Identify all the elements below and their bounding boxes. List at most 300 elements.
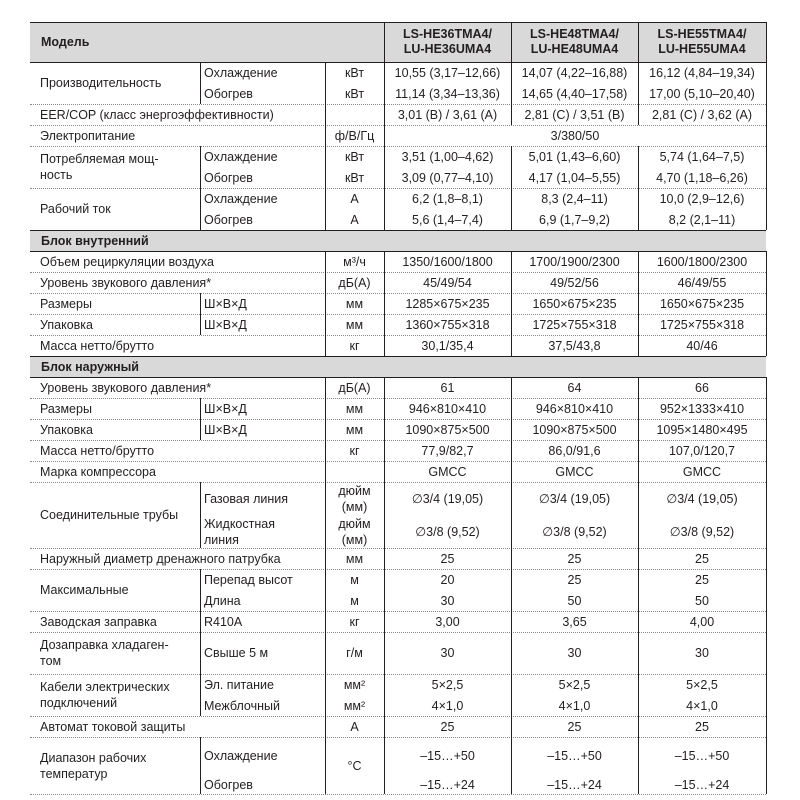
column-divider bbox=[511, 272, 512, 293]
row-rule bbox=[30, 272, 766, 273]
column-divider bbox=[325, 674, 326, 716]
row-sublabel: Межблочный bbox=[204, 698, 280, 713]
value-cell: –15…+24 bbox=[547, 777, 602, 792]
row-sublabel: Обогрев bbox=[204, 212, 253, 227]
section-title: Блок внутренний bbox=[41, 234, 149, 248]
value-cell: 1360×755×318 bbox=[405, 317, 490, 332]
column-divider bbox=[384, 125, 385, 146]
column-divider bbox=[638, 314, 639, 335]
value-cell: 30 bbox=[695, 646, 709, 660]
column-divider bbox=[511, 419, 512, 440]
column-divider bbox=[200, 569, 201, 611]
unit-cell: м³/ч bbox=[343, 254, 366, 269]
value-cell: 25 bbox=[695, 572, 709, 587]
value-cell: 64 bbox=[567, 380, 582, 395]
unit-cell: дюйм (мм) bbox=[338, 516, 371, 547]
column-divider bbox=[384, 104, 385, 125]
row-sublabel: Ш×В×Д bbox=[204, 401, 247, 416]
column-divider bbox=[511, 632, 512, 674]
value-cell: 2,81 (C) / 3,62 (A) bbox=[651, 107, 753, 122]
column-divider bbox=[511, 611, 512, 632]
column-divider bbox=[200, 419, 201, 440]
column-divider bbox=[638, 611, 639, 632]
column-divider bbox=[325, 632, 326, 674]
column-divider bbox=[325, 104, 326, 125]
table-right-border bbox=[766, 22, 767, 62]
column-divider bbox=[200, 293, 201, 314]
unit-cell: г/м bbox=[346, 646, 363, 660]
value-cell: 3,01 (B) / 3,61 (A) bbox=[397, 107, 498, 122]
section-title: Блок наружный bbox=[41, 360, 139, 374]
column-divider bbox=[638, 632, 639, 674]
row-sublabel: Ш×В×Д bbox=[204, 296, 247, 311]
value-cell: 5,6 (1,4–7,4) bbox=[412, 212, 483, 227]
value-cell: 1095×1480×495 bbox=[656, 422, 748, 437]
value-cell: 4,17 (1,04–5,55) bbox=[528, 170, 621, 185]
value-cell: 14,65 (4,40–17,58) bbox=[521, 86, 628, 101]
row-rule bbox=[30, 104, 766, 105]
row-sublabel: Свыше 5 м bbox=[204, 646, 269, 660]
row-label: Упаковка bbox=[40, 422, 93, 437]
row-rule bbox=[30, 482, 766, 483]
model-name-1: LS-HE36TMA4/ LU-HE36UMA4 bbox=[403, 27, 492, 56]
column-divider bbox=[325, 716, 326, 737]
row-label: Уровень звукового давления* bbox=[40, 275, 212, 290]
row-label: Кабели электрических подключений bbox=[40, 680, 170, 710]
value-cell: 8,3 (2,4–11) bbox=[541, 191, 608, 206]
row-label: Наружный диаметр дренажного патрубка bbox=[40, 551, 281, 566]
value-cell: ∅3/8 (9,52) bbox=[542, 524, 607, 539]
unit-cell: кВт bbox=[344, 149, 365, 164]
column-divider bbox=[766, 251, 767, 356]
value-cell: 3/380/50 bbox=[550, 128, 600, 143]
column-divider bbox=[384, 737, 385, 794]
row-rule bbox=[30, 794, 766, 795]
column-divider bbox=[200, 398, 201, 419]
column-divider bbox=[384, 611, 385, 632]
column-divider bbox=[325, 272, 326, 293]
column-divider bbox=[511, 104, 512, 125]
row-label: Масса нетто/брутто bbox=[40, 443, 155, 458]
value-cell: 1725×755×318 bbox=[532, 317, 617, 332]
row-sublabel: Обогрев bbox=[204, 777, 253, 792]
unit-cell: м bbox=[350, 572, 359, 587]
row-rule bbox=[30, 611, 766, 612]
column-divider bbox=[638, 335, 639, 356]
column-divider bbox=[384, 377, 385, 398]
value-cell: 20 bbox=[440, 572, 455, 587]
value-cell: 4,70 (1,18–6,26) bbox=[656, 170, 748, 185]
unit-cell: мм bbox=[345, 422, 364, 437]
value-cell: 1090×875×500 bbox=[532, 422, 617, 437]
column-divider bbox=[325, 482, 326, 548]
column-divider bbox=[384, 632, 385, 674]
value-cell: 14,07 (4,22–16,88) bbox=[521, 65, 628, 80]
row-label: Размеры bbox=[40, 401, 92, 416]
value-cell: 107,0/120,7 bbox=[668, 443, 736, 458]
row-label: Электропитание bbox=[40, 128, 136, 143]
row-sublabel: Охлаждение bbox=[204, 191, 278, 206]
column-divider bbox=[511, 251, 512, 272]
value-cell: 5×2,5 bbox=[686, 677, 718, 692]
value-cell: 16,12 (4,84–19,34) bbox=[649, 65, 755, 80]
column-divider bbox=[511, 62, 512, 104]
unit-cell: м bbox=[350, 593, 359, 608]
column-divider bbox=[511, 482, 512, 548]
value-cell: 46/49/55 bbox=[677, 275, 727, 290]
row-rule bbox=[30, 548, 766, 549]
value-cell: 1600/1800/2300 bbox=[656, 254, 748, 269]
column-divider bbox=[511, 146, 512, 188]
column-divider bbox=[638, 272, 639, 293]
value-cell: 1725×755×318 bbox=[659, 317, 745, 332]
column-divider bbox=[638, 716, 639, 737]
column-divider bbox=[638, 62, 639, 104]
table-top-rule bbox=[30, 22, 766, 23]
unit-cell: кВт bbox=[344, 170, 365, 185]
column-divider bbox=[638, 377, 639, 398]
column-divider bbox=[384, 482, 385, 548]
row-sublabel: Жидкостная линия bbox=[204, 516, 275, 547]
unit-cell: дБ(А) bbox=[338, 275, 371, 290]
column-divider bbox=[638, 461, 639, 482]
column-divider bbox=[325, 293, 326, 314]
row-rule bbox=[30, 737, 766, 738]
row-label: Потребляемая мощ- ность bbox=[40, 152, 159, 182]
unit-cell: А bbox=[350, 212, 359, 227]
row-rule bbox=[30, 188, 766, 189]
value-cell: 25 bbox=[567, 572, 582, 587]
column-divider bbox=[325, 314, 326, 335]
column-divider bbox=[638, 737, 639, 794]
column-divider bbox=[384, 419, 385, 440]
value-cell: –15…+50 bbox=[674, 749, 730, 763]
unit-cell: кг bbox=[349, 338, 360, 353]
value-cell: 30 bbox=[440, 646, 455, 660]
value-cell: 2,81 (C) / 3,51 (B) bbox=[524, 107, 625, 122]
value-cell: 4×1,0 bbox=[431, 698, 464, 713]
value-cell: 25 bbox=[440, 719, 455, 734]
value-cell: 4×1,0 bbox=[558, 698, 591, 713]
value-cell: 5,74 (1,64–7,5) bbox=[659, 149, 745, 164]
column-divider bbox=[325, 611, 326, 632]
value-cell: 49/52/56 bbox=[550, 275, 599, 290]
row-rule bbox=[30, 569, 766, 570]
column-divider bbox=[200, 482, 201, 548]
value-cell: 25 bbox=[567, 551, 582, 566]
row-sublabel: Длина bbox=[204, 593, 241, 608]
value-cell: 37,5/43,8 bbox=[548, 338, 601, 353]
value-cell: 25 bbox=[695, 719, 709, 734]
column-divider bbox=[511, 548, 512, 569]
row-label: Объем рециркуляции воздуха bbox=[40, 254, 214, 269]
row-label: Размеры bbox=[40, 296, 92, 311]
unit-cell: мм bbox=[345, 296, 364, 311]
value-cell: 86,0/91,6 bbox=[548, 443, 601, 458]
column-divider bbox=[384, 251, 385, 272]
value-cell: 1650×675×235 bbox=[532, 296, 617, 311]
row-rule bbox=[30, 419, 766, 420]
value-cell: GMCC bbox=[682, 464, 722, 479]
value-cell: 25 bbox=[440, 551, 455, 566]
value-cell: 1700/1900/2300 bbox=[529, 254, 620, 269]
column-divider bbox=[384, 62, 385, 104]
column-divider bbox=[384, 272, 385, 293]
unit-cell: дюйм (мм) bbox=[338, 483, 371, 514]
column-divider bbox=[638, 398, 639, 419]
value-cell: 50 bbox=[567, 593, 582, 608]
model-name-3: LS-HE55TMA4/ LU-HE55UMA4 bbox=[657, 27, 747, 56]
unit-cell: мм bbox=[345, 317, 364, 332]
row-label: Уровень звукового давления* bbox=[40, 380, 212, 395]
value-cell: 40/46 bbox=[686, 338, 718, 353]
column-divider bbox=[638, 22, 639, 62]
column-divider bbox=[325, 251, 326, 272]
value-cell: 30 bbox=[440, 593, 455, 608]
row-rule bbox=[30, 632, 766, 633]
column-divider bbox=[200, 62, 201, 104]
model-label: Модель bbox=[41, 35, 90, 49]
column-divider bbox=[200, 737, 201, 794]
value-cell: 45/49/54 bbox=[423, 275, 472, 290]
column-divider bbox=[384, 22, 385, 62]
value-cell: 6,9 (1,7–9,2) bbox=[539, 212, 610, 227]
value-cell: 30,1/35,4 bbox=[421, 338, 474, 353]
row-label: Заводская заправка bbox=[40, 614, 157, 629]
value-cell: 946×810×410 bbox=[535, 401, 614, 416]
value-cell: 25 bbox=[695, 551, 709, 566]
row-sublabel: R410A bbox=[204, 614, 243, 629]
column-divider bbox=[511, 674, 512, 716]
row-sublabel: Перепад высот bbox=[204, 572, 293, 587]
row-sublabel: Охлаждение bbox=[204, 749, 278, 763]
row-rule bbox=[30, 440, 766, 441]
column-divider bbox=[384, 440, 385, 461]
value-cell: 3,00 bbox=[435, 614, 460, 629]
value-cell: 4×1,0 bbox=[686, 698, 718, 713]
value-cell: ∅3/4 (19,05) bbox=[411, 491, 484, 506]
row-rule bbox=[30, 674, 766, 675]
row-label: Соединительные трубы bbox=[40, 508, 179, 522]
model-name-2: LS-HE48TMA4/ LU-HE48UMA4 bbox=[530, 27, 619, 56]
column-divider bbox=[200, 146, 201, 188]
row-label: Максимальные bbox=[40, 583, 129, 597]
column-divider bbox=[325, 188, 326, 230]
column-divider bbox=[325, 398, 326, 419]
column-divider bbox=[200, 188, 201, 230]
column-divider bbox=[511, 398, 512, 419]
column-divider bbox=[325, 125, 326, 146]
value-cell: 952×1333×410 bbox=[659, 401, 745, 416]
row-label: Марка компрессора bbox=[40, 464, 156, 479]
value-cell: –15…+24 bbox=[674, 777, 730, 792]
value-cell: 10,55 (3,17–12,66) bbox=[394, 65, 501, 80]
column-divider bbox=[384, 674, 385, 716]
value-cell: ∅3/8 (9,52) bbox=[669, 524, 735, 539]
row-rule bbox=[30, 293, 766, 294]
value-cell: 8,2 (2,1–11) bbox=[668, 212, 736, 227]
row-sublabel: Эл. питание bbox=[204, 677, 274, 692]
column-divider bbox=[384, 398, 385, 419]
unit-cell: дБ(А) bbox=[338, 380, 371, 395]
unit-cell: °С bbox=[347, 758, 362, 773]
column-divider bbox=[511, 188, 512, 230]
unit-cell: А bbox=[350, 191, 359, 206]
column-divider bbox=[638, 146, 639, 188]
value-cell: 4,00 bbox=[689, 614, 715, 629]
value-cell: 1285×675×235 bbox=[405, 296, 490, 311]
row-label: Диапазон рабочих температур bbox=[40, 750, 147, 781]
value-cell: 50 bbox=[695, 593, 709, 608]
section-band-rule bbox=[30, 251, 766, 252]
value-cell: 1650×675×235 bbox=[659, 296, 745, 311]
unit-cell: кг bbox=[349, 614, 360, 629]
row-label: Производительность bbox=[40, 76, 162, 90]
column-divider bbox=[384, 314, 385, 335]
unit-cell: мм² bbox=[343, 698, 366, 713]
value-cell: –15…+50 bbox=[420, 749, 475, 763]
value-cell: 3,51 (1,00–4,62) bbox=[401, 149, 494, 164]
row-sublabel: Ш×В×Д bbox=[204, 317, 247, 332]
value-cell: 5,01 (1,43–6,60) bbox=[528, 149, 621, 164]
unit-cell: мм bbox=[345, 401, 364, 416]
row-label: EER/COP (класс энергоэффективности) bbox=[40, 107, 274, 122]
row-rule bbox=[30, 146, 766, 147]
value-cell: 5×2,5 bbox=[558, 677, 591, 692]
header-bottom-rule bbox=[30, 62, 766, 63]
column-divider bbox=[511, 737, 512, 794]
value-cell: GMCC bbox=[555, 464, 594, 479]
column-divider bbox=[384, 548, 385, 569]
row-label: Упаковка bbox=[40, 317, 93, 332]
value-cell: GMCC bbox=[428, 464, 467, 479]
value-cell: 10,0 (2,9–12,6) bbox=[659, 191, 745, 206]
column-divider bbox=[638, 251, 639, 272]
column-divider bbox=[766, 377, 767, 794]
column-divider bbox=[384, 461, 385, 482]
value-cell: ∅3/8 (9,52) bbox=[415, 524, 480, 539]
column-divider bbox=[511, 569, 512, 611]
value-cell: ∅3/4 (19,05) bbox=[538, 491, 611, 506]
row-label: Масса нетто/брутто bbox=[40, 338, 155, 353]
unit-cell: ф/В/Гц bbox=[334, 128, 375, 143]
column-divider bbox=[325, 377, 326, 398]
column-divider bbox=[384, 569, 385, 611]
column-divider bbox=[325, 548, 326, 569]
row-rule bbox=[30, 716, 766, 717]
column-divider bbox=[511, 461, 512, 482]
value-cell: 946×810×410 bbox=[408, 401, 487, 416]
column-divider bbox=[511, 314, 512, 335]
value-cell: 1090×875×500 bbox=[405, 422, 490, 437]
row-label: Рабочий ток bbox=[40, 202, 111, 216]
column-divider bbox=[325, 62, 326, 104]
column-divider bbox=[638, 674, 639, 716]
row-sublabel: Охлаждение bbox=[204, 149, 278, 164]
column-divider bbox=[325, 569, 326, 611]
value-cell: 1350/1600/1800 bbox=[402, 254, 493, 269]
row-sublabel: Охлаждение bbox=[204, 65, 278, 80]
column-divider bbox=[638, 548, 639, 569]
row-sublabel: Обогрев bbox=[204, 86, 253, 101]
column-divider bbox=[511, 716, 512, 737]
unit-cell: кг bbox=[349, 443, 360, 458]
column-divider bbox=[384, 188, 385, 230]
column-divider bbox=[200, 314, 201, 335]
value-cell: –15…+50 bbox=[547, 749, 602, 763]
value-cell: 61 bbox=[440, 380, 455, 395]
row-rule bbox=[30, 335, 766, 336]
value-cell: 17,00 (5,10–20,40) bbox=[649, 86, 755, 101]
value-cell: 77,9/82,7 bbox=[421, 443, 474, 458]
row-sublabel: Обогрев bbox=[204, 170, 253, 185]
unit-cell: мм bbox=[345, 551, 364, 566]
column-divider bbox=[511, 335, 512, 356]
value-cell: 30 bbox=[567, 646, 582, 660]
section-band-rule bbox=[30, 377, 766, 378]
value-cell: ∅3/4 (19,05) bbox=[666, 491, 738, 506]
column-divider bbox=[384, 335, 385, 356]
row-label: Дозаправка хладаген- том bbox=[40, 638, 169, 668]
column-divider bbox=[325, 440, 326, 461]
value-cell: 66 bbox=[695, 380, 709, 395]
column-divider bbox=[200, 611, 201, 632]
row-label: Автомат токовой защиты bbox=[40, 719, 186, 734]
column-divider bbox=[511, 440, 512, 461]
value-cell: 11,14 (3,34–13,36) bbox=[395, 86, 500, 101]
column-divider bbox=[638, 104, 639, 125]
value-cell: –15…+24 bbox=[420, 777, 475, 792]
row-rule bbox=[30, 314, 766, 315]
unit-cell: кВт bbox=[344, 86, 365, 101]
column-divider bbox=[325, 461, 326, 482]
row-rule bbox=[30, 125, 766, 126]
unit-cell: А bbox=[350, 719, 359, 734]
column-divider bbox=[638, 440, 639, 461]
column-divider bbox=[766, 62, 767, 230]
column-divider bbox=[638, 419, 639, 440]
column-divider bbox=[638, 293, 639, 314]
value-cell: 3,09 (0,77–4,10) bbox=[401, 170, 494, 185]
column-divider bbox=[384, 293, 385, 314]
column-divider bbox=[325, 146, 326, 188]
unit-cell: мм² bbox=[343, 677, 366, 692]
value-cell: 3,65 bbox=[562, 614, 587, 629]
column-divider bbox=[384, 716, 385, 737]
row-sublabel: Ш×В×Д bbox=[204, 422, 247, 437]
value-cell: 25 bbox=[567, 719, 582, 734]
column-divider bbox=[325, 419, 326, 440]
column-divider bbox=[325, 335, 326, 356]
value-cell: 6,2 (1,8–8,1) bbox=[412, 191, 483, 206]
column-divider bbox=[200, 632, 201, 674]
row-rule bbox=[30, 461, 766, 462]
section-band-2 bbox=[30, 356, 766, 378]
value-cell: 5×2,5 bbox=[431, 677, 464, 692]
column-divider bbox=[511, 293, 512, 314]
unit-cell: кВт bbox=[344, 65, 365, 80]
column-divider bbox=[511, 22, 512, 62]
column-divider bbox=[325, 737, 326, 794]
column-divider bbox=[511, 377, 512, 398]
column-divider bbox=[638, 188, 639, 230]
column-divider bbox=[384, 146, 385, 188]
column-divider bbox=[200, 674, 201, 716]
row-sublabel: Газовая линия bbox=[204, 491, 289, 506]
column-divider bbox=[638, 569, 639, 611]
column-divider bbox=[638, 482, 639, 548]
row-rule bbox=[30, 398, 766, 399]
